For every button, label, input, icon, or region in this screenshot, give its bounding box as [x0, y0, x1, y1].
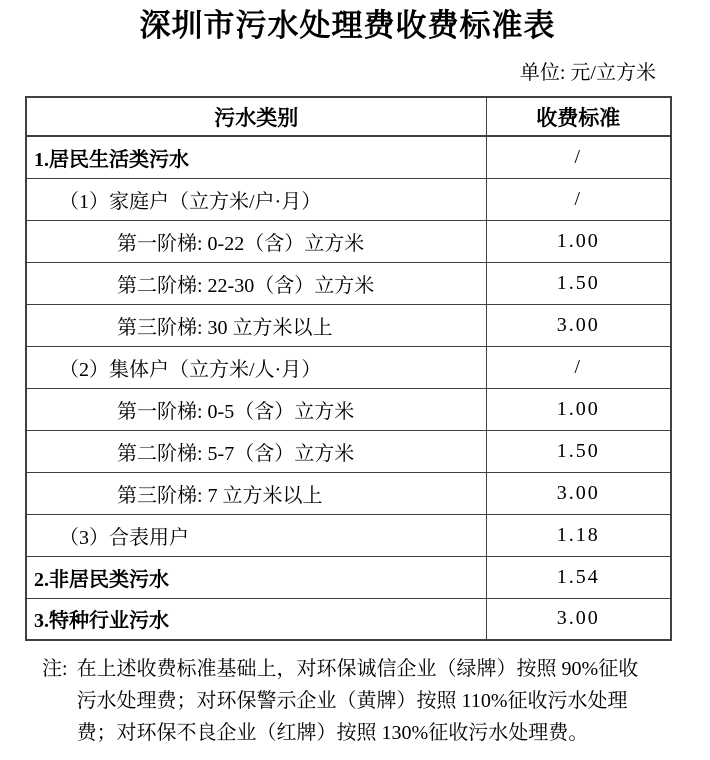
row-label: 第三阶梯: 7 立方米以上 — [26, 472, 486, 514]
row-value: / — [486, 346, 671, 388]
footnote-text — [77, 653, 672, 749]
table-row — [26, 304, 671, 346]
table-row — [26, 514, 671, 556]
row-label: 第一阶梯: 0-22（含）立方米 — [26, 220, 486, 262]
row-value: / — [486, 178, 671, 220]
row-value: 1.54 — [486, 556, 671, 598]
table-row — [26, 388, 671, 430]
footnote — [42, 653, 672, 749]
table-row — [26, 136, 671, 178]
table-row — [26, 430, 671, 472]
page-title: 深圳市污水处理费收费标准表 — [139, 8, 556, 43]
header-row — [26, 97, 671, 136]
table-row — [26, 556, 671, 598]
row-label: 3.特种行业污水 — [26, 598, 486, 640]
row-value: 1.00 — [486, 388, 671, 430]
row-label: 第二阶梯: 22-30（含）立方米 — [26, 262, 486, 304]
row-label: 2.非居民类污水 — [26, 556, 486, 598]
row-label: （3）合表用户 — [26, 514, 486, 556]
row-label: （1）家庭户（立方米/户·月） — [26, 178, 486, 220]
table-row — [26, 178, 671, 220]
table-row — [26, 220, 671, 262]
unit-label: 单位: 元/立方米 — [519, 62, 656, 84]
table-row — [26, 262, 671, 304]
footnote-line: 在上述收费标准基础上，对环保诚信企业（绿牌）按照 90%征收 — [76, 658, 639, 680]
row-value: 3.00 — [486, 598, 671, 640]
row-label: 第二阶梯: 5-7（含）立方米 — [26, 430, 486, 472]
table-row — [26, 598, 671, 640]
row-value: 1.18 — [486, 514, 671, 556]
column-header-category: 污水类别 — [26, 97, 486, 136]
row-label: （2）集体户（立方米/人·月） — [26, 346, 486, 388]
footnote-line: 费；对环保不良企业（红牌）按照 130%征收污水处理费。 — [76, 722, 589, 744]
row-value: 1.50 — [486, 430, 671, 472]
fee-standard-table — [25, 96, 672, 641]
row-value: 3.00 — [486, 304, 671, 346]
row-value: 1.00 — [486, 220, 671, 262]
row-label: 1.居民生活类污水 — [26, 136, 486, 178]
row-value: 1.50 — [486, 262, 671, 304]
row-label: 第三阶梯: 30 立方米以上 — [26, 304, 486, 346]
table-row — [26, 346, 671, 388]
footnote-line: 污水处理费；对环保警示企业（黄牌）按照 110%征收污水处理 — [76, 690, 628, 712]
row-value: / — [486, 136, 671, 178]
column-header-standard: 收费标准 — [486, 97, 671, 136]
row-value: 3.00 — [486, 472, 671, 514]
row-label: 第一阶梯: 0-5（含）立方米 — [26, 388, 486, 430]
footnote-label: 注: — [42, 658, 68, 680]
table-row — [26, 472, 671, 514]
